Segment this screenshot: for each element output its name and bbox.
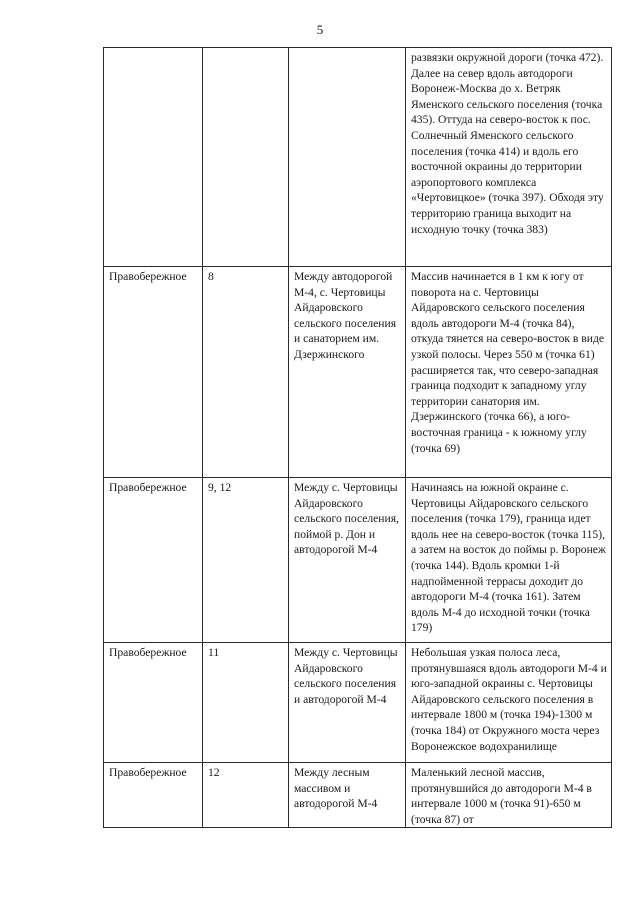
bank-cell: Правобережное bbox=[104, 478, 203, 643]
location-cell: Между лесным массивом и автодорогой М-4 bbox=[289, 763, 406, 828]
massif-number-cell bbox=[203, 48, 289, 267]
table-row bbox=[104, 267, 612, 478]
massif-number-cell: 12 bbox=[203, 763, 289, 828]
bank-cell: Правобережное bbox=[104, 643, 203, 763]
description-cell: Маленький лесной массив, протянувшийся до автодороги М-4 в интервале 1000 м (точка 91)-650 м (точка 87) от bbox=[406, 763, 612, 828]
table-row bbox=[104, 478, 612, 643]
table-row bbox=[104, 763, 612, 828]
description-cell: Массив начинается в 1 км к югу от поворота на с. Чертовицы Айдаровского сельского поселения вдоль автодороги М-4 (точка 84), откуда тянется на северо-восток в виде узкой полосы. Через 550 м (точка 61) расширяется так, что северо-западная граница подходит к западному углу территории санатория им. Дзержинского (точка 66), а юго-восточная граница - к южному углу (точка 69) bbox=[406, 267, 612, 478]
territory-table bbox=[103, 47, 612, 828]
massif-number-cell: 9, 12 bbox=[203, 478, 289, 643]
massif-number-cell: 8 bbox=[203, 267, 289, 478]
bank-cell: Правобережное bbox=[104, 267, 203, 478]
table-row bbox=[104, 48, 612, 267]
location-cell: Между с. Чертовицы Айдаровского сельского поселения, поймой р. Дон и автодорогой М-4 bbox=[289, 478, 406, 643]
bank-cell bbox=[104, 48, 203, 267]
location-cell bbox=[289, 48, 406, 267]
description-cell: Начинаясь на южной окраине с. Чертовицы Айдаровского сельского поселения (точка 179), граница идет вдоль нее на северо-восток (точка 115), а затем на восток до поймы р. Воронеж (точка 144). Вдоль кромки 1-й надпойменной террасы доходит до автодороги М-4 (точка 161). Затем вдоль М-4 до исходной точки (точка 179) bbox=[406, 478, 612, 643]
page-number: 5 bbox=[316, 22, 324, 37]
description-cell: Небольшая узкая полоса леса, протянувшаяся вдоль автодороги М-4 и юго-западной окраины с. Чертовицы Айдаровского сельского поселения в интервале 1800 м (точка 194)-1300 м (точка 184) от Окружного моста через Воронежское водохранилище bbox=[406, 643, 612, 763]
bank-cell: Правобережное bbox=[104, 763, 203, 828]
table-row bbox=[104, 643, 612, 763]
location-cell: Между с. Чертовицы Айдаровского сельского поселения и автодорогой М-4 bbox=[289, 643, 406, 763]
location-cell: Между автодорогой М-4, с. Чертовицы Айдаровского сельского поселения и санаторием им. Дзержинского bbox=[289, 267, 406, 478]
description-cell: развязки окружной дороги (точка 472). Далее на север вдоль автодороги Воронеж-Москва до х. Ветряк Яменского сельского поселения (точка 435). Оттуда на северо-восток к пос. Солнечный Яменского сельского поселения (точка 414) и вдоль его восточной окраины до территории аэропортового комплекса «Чертовицкое» (точка 397). Обходя эту территорию граница выходит на исходную точку (точка 383) bbox=[406, 48, 612, 267]
massif-number-cell: 11 bbox=[203, 643, 289, 763]
